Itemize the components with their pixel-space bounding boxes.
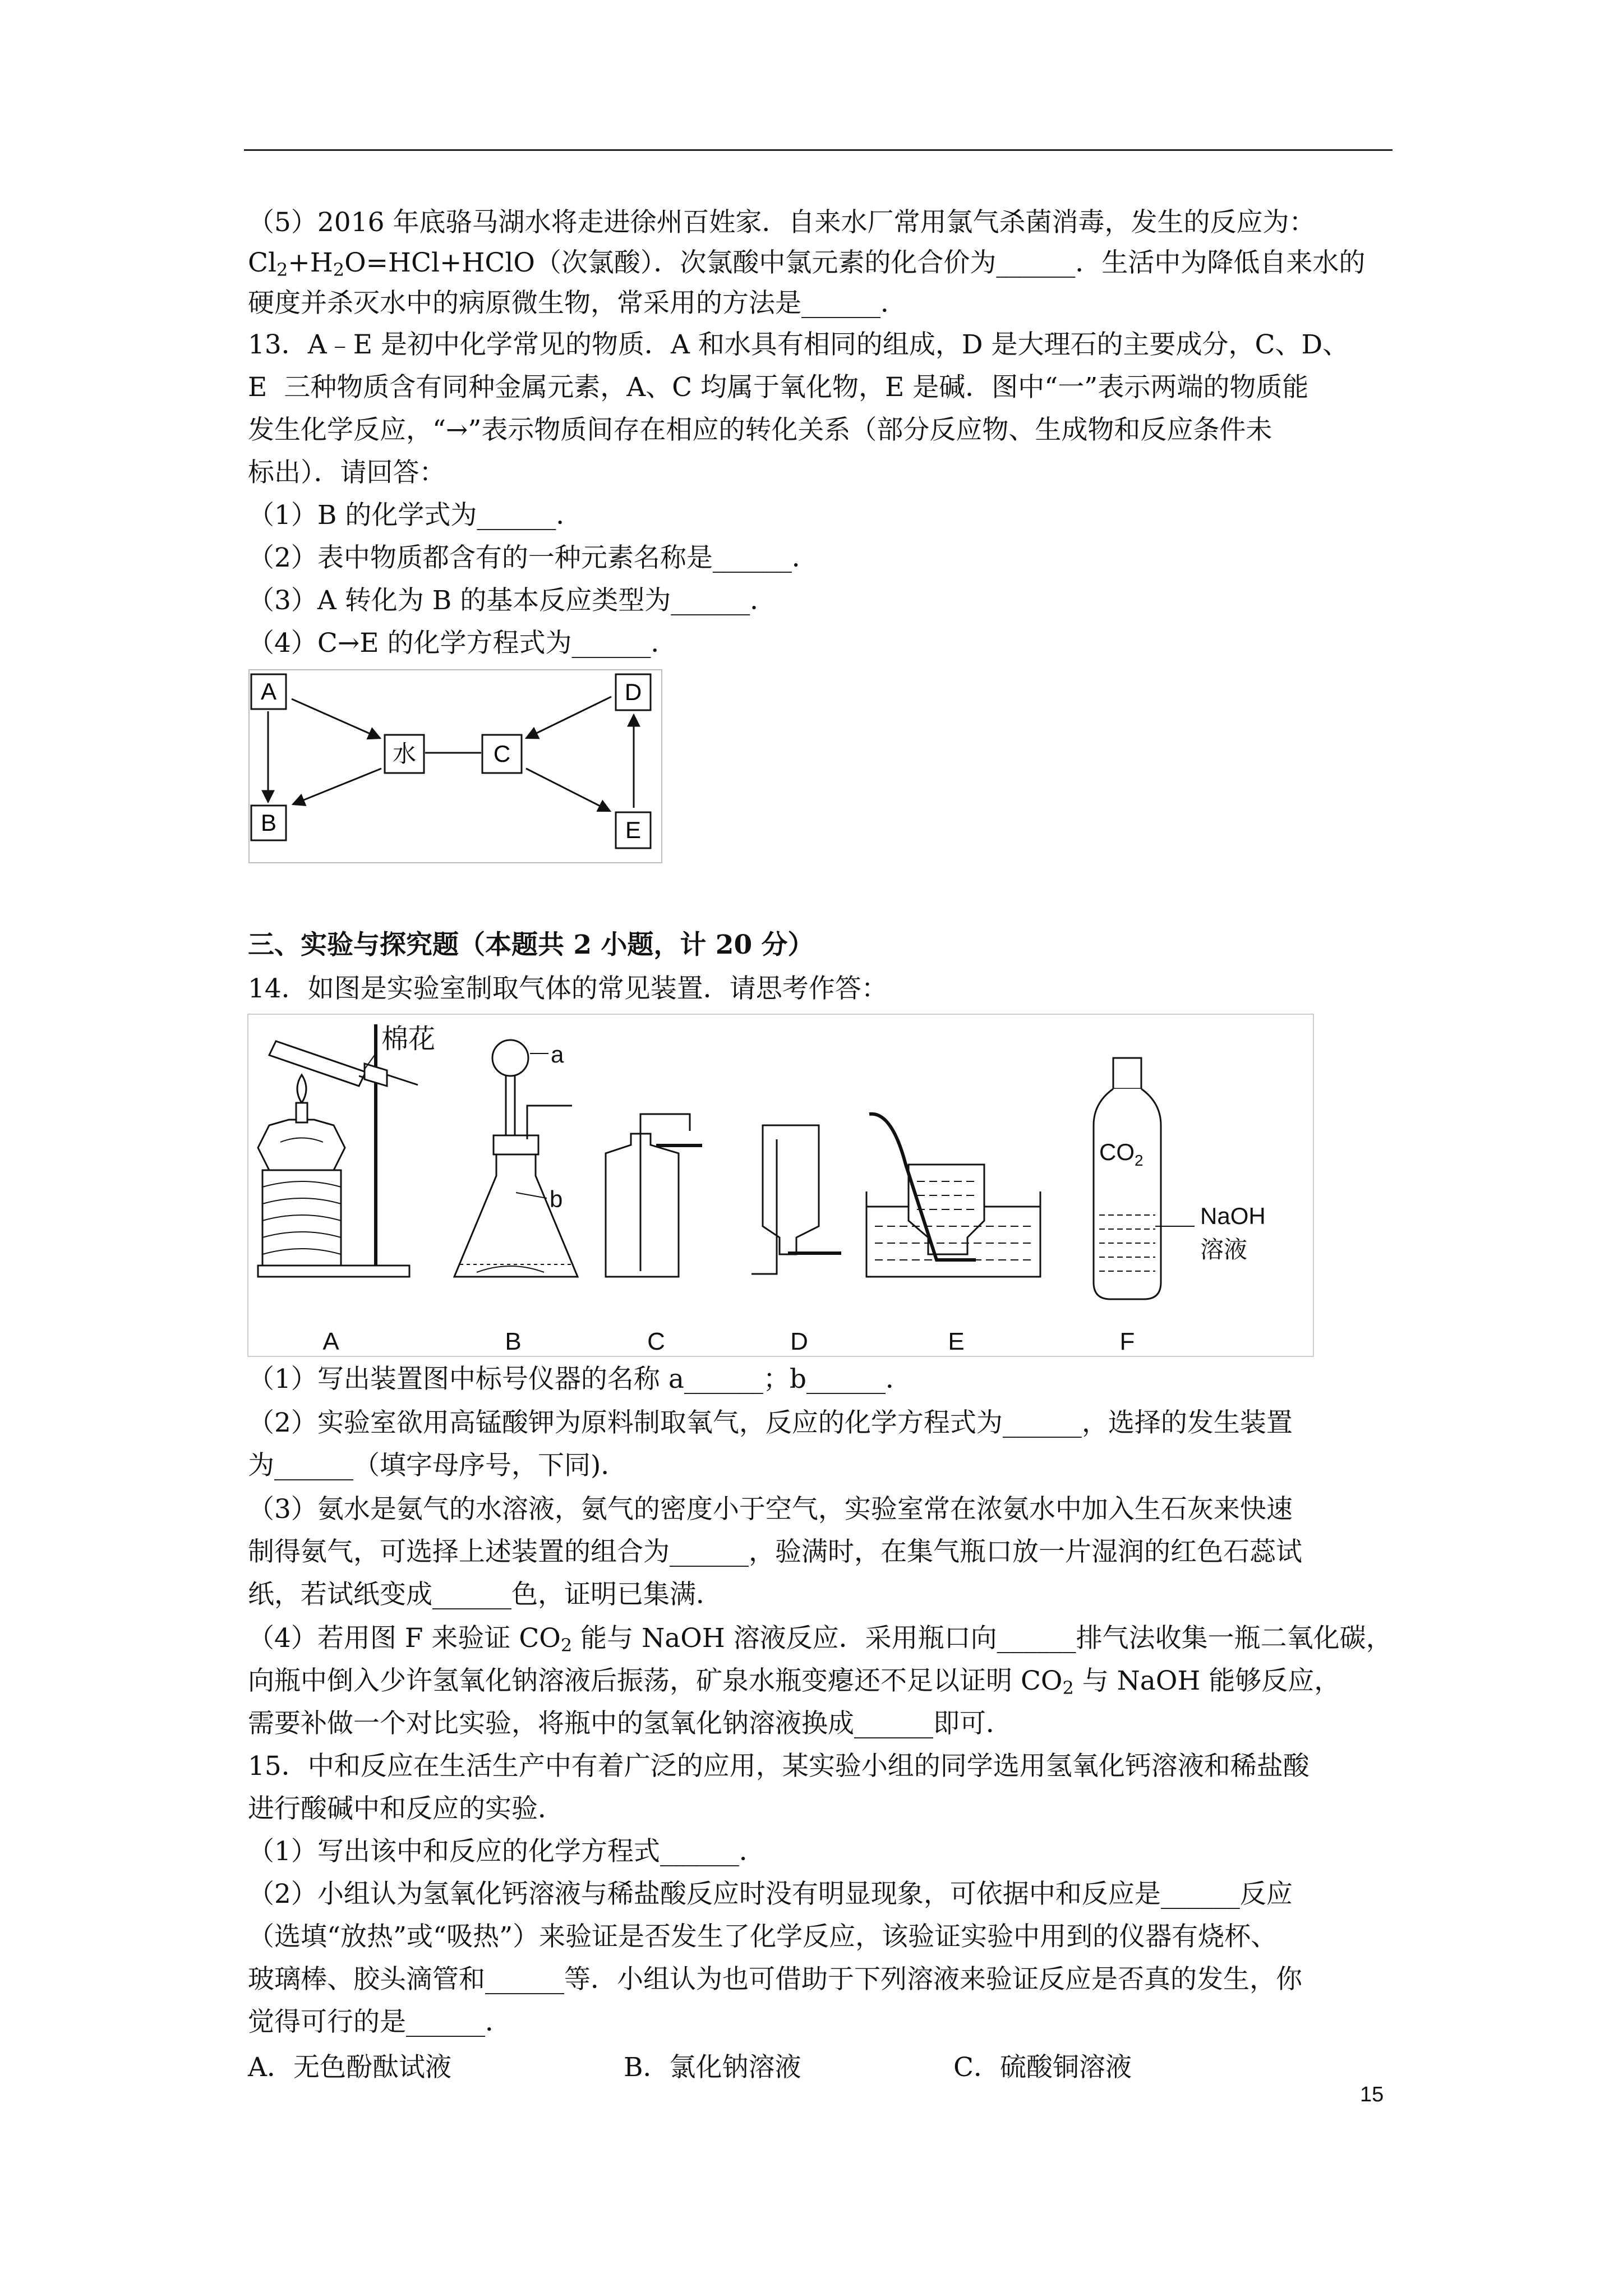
diagram-frame bbox=[249, 670, 662, 863]
apparatus-e bbox=[866, 1114, 1040, 1277]
q13-sub-1: （1）B 的化学式为______． bbox=[248, 500, 583, 531]
q15-sub-2-line-2: （选填“放热”或“吸热”）来验证是否发生了化学反应，该验证实验中用到的仪器有烧杯、 bbox=[248, 1921, 1278, 1952]
q15-stem-line-2: 进行酸碱中和反应的实验． bbox=[248, 1793, 564, 1824]
arrow-c-to-e bbox=[526, 769, 610, 811]
q13-relation-diagram bbox=[247, 668, 667, 869]
apparatus-label-b: B bbox=[505, 1328, 522, 1355]
q14-sub-2-line-1: （2）实验室欲用高锰酸钾为原料制取氧气，反应的化学方程式为______，选择的发生装置 bbox=[248, 1407, 1293, 1438]
apparatus-d bbox=[751, 1125, 841, 1274]
label-a: a bbox=[551, 1041, 564, 1068]
apparatus-c bbox=[606, 1114, 702, 1277]
node-b bbox=[251, 806, 286, 840]
apparatus-label-d: D bbox=[790, 1328, 808, 1355]
arrow-water-to-b bbox=[293, 769, 381, 804]
svg-text:水: 水 bbox=[392, 740, 417, 767]
q14-sub-4-line-1: （4）若用图 F 来验证 $CO_2$ 能与 NaOH 溶液反应．采用瓶口向______排气法收集一瓶二氧化碳， bbox=[248, 1623, 1393, 1656]
q12-5-line-1: （5）2016 年底骆马湖水将走进徐州百姓家．自来水厂常用氯气杀菌消毒，发生的反应为： bbox=[248, 207, 1316, 238]
cotton-label: 棉花 bbox=[381, 1024, 436, 1054]
q14-sub-2-line-2: 为______（填字母序号，下同)． bbox=[248, 1450, 628, 1481]
q13-sub-4: （4）C→E 的化学方程式为______． bbox=[248, 628, 677, 659]
apparatus-label-e: E bbox=[948, 1328, 965, 1355]
solution-label: 溶液 bbox=[1200, 1236, 1248, 1263]
choice-a: A．无色酚酞试液 bbox=[248, 2052, 451, 2083]
apparatus-a bbox=[258, 1024, 418, 1277]
svg-text:C: C bbox=[493, 740, 511, 767]
label-b: b bbox=[550, 1186, 563, 1212]
q15-sub-1: （1）写出该中和反应的化学方程式______． bbox=[248, 1836, 766, 1867]
q14-stem: 14．如图是实验室制取气体的常见装置．请思考作答： bbox=[248, 973, 888, 1004]
q12-5-line-2: $Cl_2+H_2O=HCl+HClO$（次氯酸）．次氯酸中氯元素的化合价为______．生活中为降低自来水的 bbox=[248, 247, 1366, 280]
q13-stem-line-4: 标出）．请回答： bbox=[248, 457, 446, 488]
svg-text:B: B bbox=[260, 809, 277, 836]
q15-sub-2-line-4: 觉得可行的是______． bbox=[248, 2007, 511, 2037]
q13-stem-line-1: 13．A﹣E 是初中化学常见的物质．A 和水具有相同的组成，D 是大理石的主要成分，C、D、 bbox=[248, 329, 1349, 360]
header-rule bbox=[244, 149, 1393, 151]
q14-apparatus-figure bbox=[247, 1013, 1316, 1359]
page-number: 15 bbox=[1360, 2083, 1384, 2106]
node-d bbox=[616, 674, 651, 710]
node-e bbox=[616, 812, 651, 848]
q14-sub-3-line-1: （3）氨水是氨气的水溶液，氨气的密度小于空气，实验室常在浓氨水中加入生石灰来快速 bbox=[248, 1494, 1293, 1525]
svg-text:A: A bbox=[260, 678, 277, 705]
q14-sub-1: （1）写出装置图中标号仪器的名称 a______；b______． bbox=[248, 1364, 912, 1395]
q12-5-line-3: 硬度并杀灭水中的病原微生物，常采用的方法是______． bbox=[248, 288, 907, 319]
apparatus-label-f: F bbox=[1119, 1328, 1135, 1355]
apparatus-label-a: A bbox=[322, 1328, 339, 1355]
q14-sub-3-line-2: 制得氨气，可选择上述装置的组合为______，验满时，在集气瓶口放一片湿润的红色石蕊试 bbox=[248, 1536, 1302, 1567]
q15-sub-2-line-1: （2）小组认为氢氧化钙溶液与稀盐酸反应时没有明显现象，可依据中和反应是______反应 bbox=[248, 1879, 1293, 1910]
choice-b: B．氯化钠溶液 bbox=[624, 2052, 801, 2083]
q14-sub-4-line-2: 向瓶中倒入少许氢氧化钠溶液后振荡，矿泉水瓶变瘪还不足以证明 $CO_2$ 与 NaOH 能够反应， bbox=[248, 1665, 1341, 1699]
co2-label: $CO_2$ bbox=[1099, 1139, 1144, 1169]
q14-sub-4-line-3: 需要补做一个对比实验，将瓶中的氢氧化钠溶液换成______即可． bbox=[248, 1708, 1012, 1739]
q15-stem-line-1: 15．中和反应在生活生产中有着广泛的应用，某实验小组的同学选用氢氧化钙溶液和稀盐酸 bbox=[248, 1751, 1310, 1782]
svg-text:D: D bbox=[624, 679, 642, 705]
apparatus-label-c: C bbox=[647, 1328, 665, 1355]
choice-c: C．硫酸铜溶液 bbox=[953, 2052, 1132, 2083]
svg-text:E: E bbox=[625, 817, 642, 843]
q13-stem-line-3: 发生化学反应，“→”表示物质间存在相应的转化关系（部分反应物、生成物和反应条件未 bbox=[248, 415, 1272, 445]
node-a bbox=[251, 674, 286, 709]
q13-stem-line-2: E 三种物质含有同种金属元素，A、C 均属于氧化物，E 是碱．图中“一”表示两端的物质能 bbox=[248, 372, 1309, 403]
arrow-a-to-water bbox=[292, 699, 380, 738]
q13-sub-2: （2）表中物质都含有的一种元素名称是______． bbox=[248, 542, 818, 573]
q13-sub-3: （3）A 转化为 B 的基本反应类型为______． bbox=[248, 585, 777, 616]
q15-sub-2-line-3: 玻璃棒、胶头滴管和______等．小组认为也可借助于下列溶液来验证反应是否真的发生，你 bbox=[248, 1964, 1302, 1995]
apparatus-f bbox=[1094, 1058, 1161, 1299]
apparatus-b bbox=[454, 1040, 578, 1277]
section-3-heading: 三、实验与探究题（本题共 2 小题，计 20 分） bbox=[248, 930, 814, 960]
node-water bbox=[385, 735, 424, 773]
q14-sub-3-line-3: 纸，若试纸变成______色，证明已集满． bbox=[248, 1579, 722, 1610]
arrow-d-to-c bbox=[526, 697, 611, 738]
node-c bbox=[482, 735, 522, 773]
naoh-label: NaOH bbox=[1200, 1203, 1266, 1229]
